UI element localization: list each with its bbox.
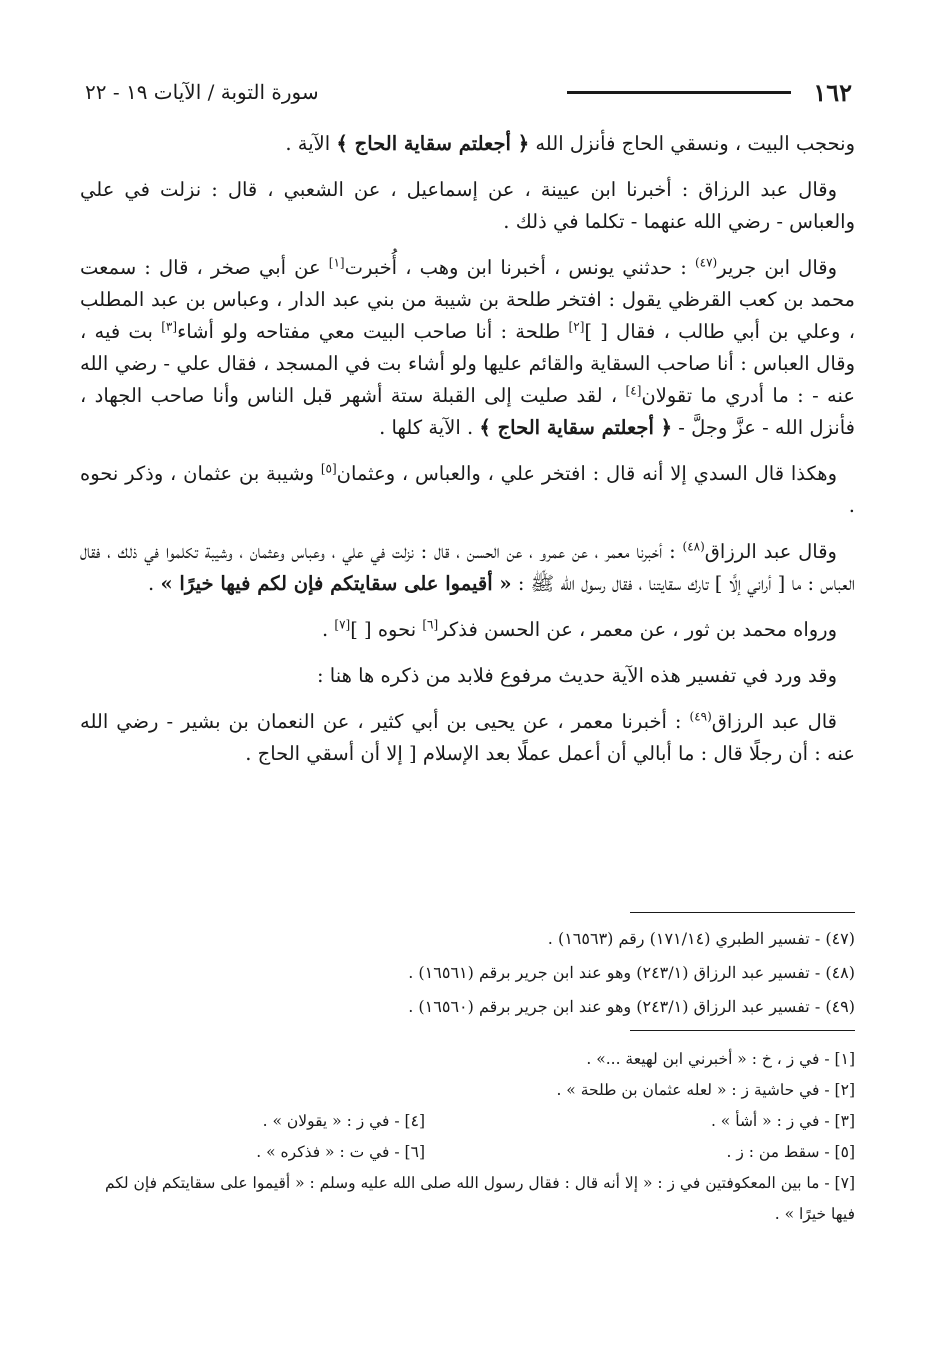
paragraph-5 [80,536,855,600]
text-run: الآية . [285,132,331,155]
source-footnote: (٤٨) - تفسير عبد الرزاق (٢٤٣/١) وهو عند ابن جرير برقم (١٦٥٦١) . [408,963,855,982]
text-run: . الآية كلها . [379,416,474,439]
footnote-ref: [٣] [161,319,178,334]
footnote-divider [630,912,855,913]
main-text [80,128,855,784]
variant-footnote: [٢] - في حاشية ز : « لعله عثمان بن طلحة » . [556,1081,855,1099]
paragraph-8 [80,706,855,770]
footnote-ref: [٧] [334,617,351,632]
variant-footnote: [٤] - في ز : « يقولان » . [262,1112,425,1130]
variant-footnote: [٧] - ما بين المعكوفتين في ز : « إلا أنه قال : فقال رسول الله صلى الله عليه وسلم : « أقيموا على سقايتكم فإن لكم فيها خيرًا » . [104,1174,855,1223]
paragraph-3 [80,252,855,444]
text-run: وشيبة بن عثمان ، وذكر نحوه . [80,462,855,517]
variant-footnotes [80,1044,855,1230]
text-run: طلحة : أنا صاحب البيت معي مفتاحه ولو أشاء [177,320,561,343]
text-run: قال عبد الرزاق [711,710,837,733]
source-footnote: (٤٧) - تفسير الطبري (١٧١/١٤) رقم (١٦٥٦٣) . [547,929,855,948]
paragraph-2 [80,174,855,238]
footnote-ref: [٥] [320,461,337,476]
footnote-ref: [٤] [625,383,642,398]
variant-footnote-row [80,1137,855,1168]
text-run: وهكذا قال السدي إلا أنه قال : افتخر علي ، والعباس ، وعثمان [336,462,837,485]
footnote-ref: [١] [328,255,345,270]
footnote-ref: [٦] [422,617,439,632]
variant-footnote: [١] - في ز ، خ : « أخبرني ابن لهيعة ...» . [586,1050,855,1068]
variant-footnote-row [80,1075,855,1106]
variant-footnote-row [80,1106,855,1137]
page-number: ١٦٢ [813,77,852,107]
text-run: عن أبي صخر ، قال : سمعت محمد بن كعب القرظي يقول : افتخر طلحة بن شيبة من بني عبد الدار ، وعباس بن عبد المطلب ، وعلي بن أبي طالب ، فقال [ ] [80,256,855,343]
footnote-divider [630,1030,855,1031]
text-run: : أخبرنا معمر ، عن عمرو ، عن الحسن ، قال : نزلت في علي ، وعباس وعثمان ، وشيبة تكلموا في ذلك ، فقال العباس : ما [ أراني إلَّا ] تارك سقايتنا ، فقال رسول الله ﷺ : [80,540,855,595]
text-run: وقال عبد الرزاق [704,540,837,563]
text-run: : حدثني يونس ، أخبرنا ابن وهب ، أُخبرت [344,256,687,279]
running-head: سورة التوبة / الآيات ١٩ - ٢٢ [85,80,319,104]
footnote-ref: [٢] [568,319,585,334]
text-run: . [321,618,329,641]
text-run: وقال ابن جرير [717,256,838,279]
paragraph-7 [80,660,855,692]
footnote-ref: (٤٧) [694,255,718,270]
paragraph-4 [80,458,855,522]
paragraph-1 [80,128,855,160]
quran-quote: ﴿ أجعلتم سقاية الحاج ﴾ [336,132,530,155]
hadith-quote: « أقيموا على سقايتكم فإن لكم فيها خيرًا » [160,572,512,595]
source-footnotes [150,922,855,1024]
text-run: بت فيه ، وقال العباس : أنا صاحب السقاية والقائم عليها ولو أشاء بت في المسجد ، فقال علي - رضي الله عنه - : ما أدري ما تقولان [80,320,856,407]
text-run: ونحجب البيت ، ونسقي الحاج فأنزل الله [535,132,855,155]
text-run: نحوه [ ] [350,618,417,641]
text-run: . [148,572,155,595]
text-run: وقد ورد في تفسير هذه الآية حديث مرفوع فلابد من ذكره ها هنا : [317,664,837,687]
text-run: ، لقد صليت إلى القبلة ستة أشهر قبل الناس وأنا صاحب الجهاد ، فأنزل الله - عزَّ وجلَّ - [80,384,855,439]
variant-footnote-row [80,1044,855,1075]
footnote-ref: (٤٨) [682,539,705,554]
text-run: وقال عبد الرزاق : أخبرنا ابن عيينة ، عن إسماعيل ، عن الشعبي ، قال : نزلت في علي والعباس - رضي الله عنهما - تكلما في ذلك . [80,178,855,233]
text-run: ورواه محمد بن ثور ، عن معمر ، عن الحسن فذكر [438,618,837,641]
paragraph-6 [80,614,855,646]
variant-footnote: [٦] - في ت : « فذكره » . [256,1143,425,1161]
footnote-ref: (٤٩) [689,709,712,724]
source-footnote: (٤٩) - تفسير عبد الرزاق (٢٤٣/١) وهو عند ابن جرير برقم (١٦٥٦٠) . [408,997,855,1016]
text-run: : أخبرنا معمر ، عن يحيى بن أبي كثير ، عن النعمان بن بشير - رضي الله عنه : أن رجلًا قال : ما أبالي أن أعمل عملًا بعد الإسلام [ إلا أن أسقي الحاج . [80,710,855,765]
variant-footnote: [٣] - في ز : « أشأ » . [710,1112,855,1130]
page-header [85,72,852,112]
quran-quote: ﴿ أجعلتم سقاية الحاج ﴾ [479,416,673,439]
header-rule [567,91,791,94]
variant-footnote: [٥] - سقط من : ز . [726,1143,855,1161]
